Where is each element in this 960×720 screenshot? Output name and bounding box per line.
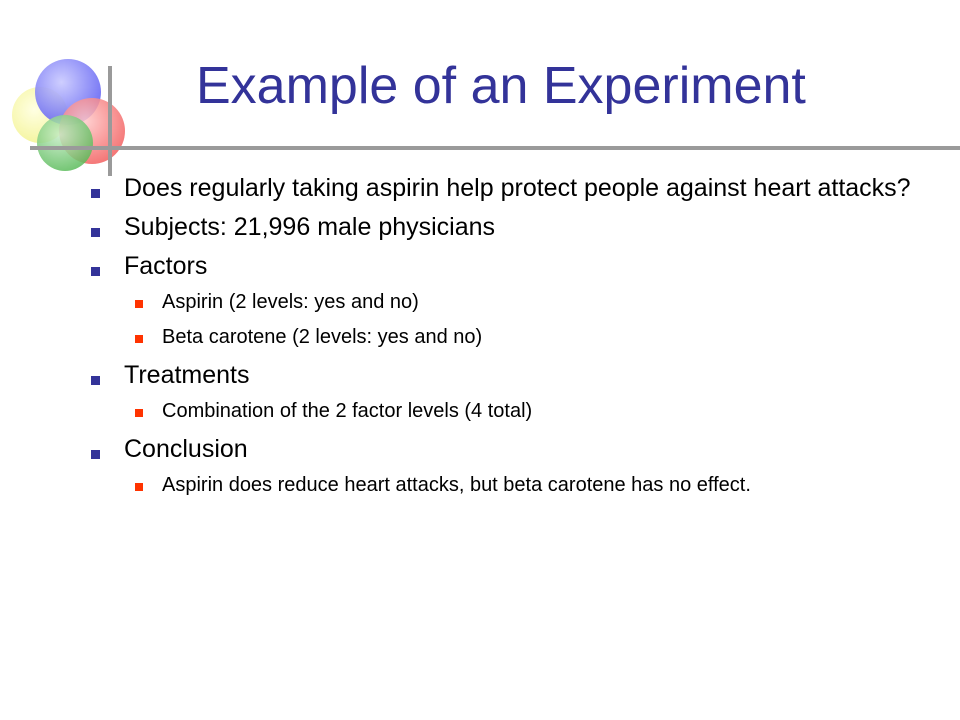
sub-bullet-item: [162, 323, 914, 351]
sub-bullet-text: Aspirin does reduce heart attacks, but beta carotene has no effect.: [162, 474, 751, 496]
bullet-item-factors: [124, 249, 914, 284]
sub-bullet-square-icon: [135, 300, 143, 308]
horizontal-rule: [30, 146, 960, 150]
bullet-square-icon: [91, 267, 100, 276]
bullet-item-treatments: [124, 358, 914, 393]
bullet-square-icon: [91, 376, 100, 385]
green-circle: [37, 115, 93, 171]
bullet-text: Subjects: 21,996 male physicians: [124, 213, 496, 241]
bullet-item-subjects: [124, 210, 914, 245]
bullet-text: Conclusion: [124, 435, 248, 463]
bullet-text: Does regularly taking aspirin help protect people against heart attacks?: [124, 174, 911, 202]
bullet-text: Treatments: [124, 361, 250, 389]
bullet-square-icon: [91, 189, 100, 198]
slide-title: Example of an Experiment: [196, 57, 806, 115]
sub-bullet-text: Aspirin (2 levels: yes and no): [162, 291, 419, 313]
factors-sublist: [162, 288, 914, 351]
sub-bullet-item: [162, 471, 914, 499]
sub-bullet-text: Combination of the 2 factor levels (4 total): [162, 400, 533, 422]
bullet-square-icon: [91, 450, 100, 459]
sub-bullet-square-icon: [135, 483, 143, 491]
sub-bullet-item: [162, 397, 914, 425]
bullet-square-icon: [91, 228, 100, 237]
sub-bullet-square-icon: [135, 335, 143, 343]
bullet-item-question: [124, 171, 914, 206]
sub-bullet-square-icon: [135, 409, 143, 417]
bullet-text: Factors: [124, 252, 208, 280]
vertical-rule: [108, 66, 112, 176]
bullet-list: [124, 171, 914, 506]
sub-bullet-text: Beta carotene (2 levels: yes and no): [162, 326, 483, 348]
bullet-item-conclusion: [124, 432, 914, 467]
treatments-sublist: [162, 397, 914, 425]
sub-bullet-item: [162, 288, 914, 316]
conclusion-sublist: [162, 471, 914, 499]
